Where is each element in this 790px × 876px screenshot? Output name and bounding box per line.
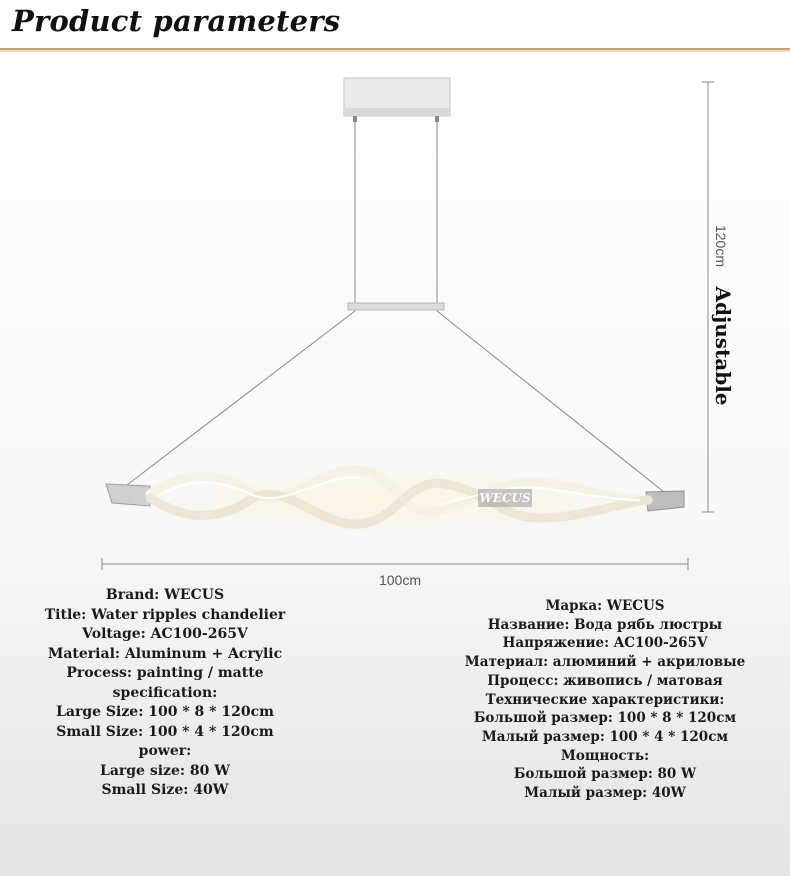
adjuster-bar: [348, 303, 444, 310]
height-label: 120cm: [713, 224, 729, 268]
spec-ru-material: Материал: алюминий + акриловые: [464, 654, 746, 671]
brand-mark: WECUS: [479, 491, 531, 505]
spec-specification-heading: specification:: [112, 684, 218, 701]
spec-title: Title: Water ripples chandelier: [44, 606, 286, 623]
spec-material: Material: Aluminum + Acrylic: [47, 645, 283, 662]
spec-large-size: Large Size: 100 * 8 * 120cm: [56, 704, 274, 720]
spec-ru-large-power: Большой размер: 80 W: [513, 766, 697, 783]
spec-ru-small-size: Малый размер: 100 * 4 * 120см: [481, 728, 729, 745]
spec-voltage: Voltage: AC100-265V: [82, 626, 248, 642]
spec-small-power: Small Size: 40W: [101, 782, 229, 798]
spec-brand: Brand: WECUS: [105, 587, 225, 603]
spec-power-heading: power:: [138, 743, 192, 759]
spec-ru-specification-heading: Технические характеристики:: [485, 691, 725, 708]
header-rule-shadow: [0, 50, 790, 52]
spec-ru-title: Название: Вода рябь люстры: [487, 616, 723, 633]
spec-ru-power-heading: Мощность:: [560, 747, 650, 764]
spec-process: Process: painting / matte: [66, 665, 264, 681]
ceiling-canopy: [344, 78, 450, 122]
specs-english: [10, 586, 320, 801]
spec-ru-process: Процесс: живопись / матовая: [487, 672, 723, 689]
spec-ru-brand: Марка: WECUS: [545, 598, 665, 614]
spec-ru-voltage: Напряжение: AC100-265V: [502, 635, 708, 652]
spec-small-size: Small Size: 100 * 4 * 120cm: [56, 723, 274, 740]
width-label: 100cm: [378, 572, 422, 588]
header: [0, 0, 790, 56]
spec-ru-small-power: Малый размер: 40W: [524, 785, 686, 802]
page-title: Product parameters: [12, 4, 341, 38]
spec-large-power: Large size: 80 W: [99, 762, 231, 779]
specs-russian: [440, 597, 770, 803]
spec-ru-large-size: Большой размер: 100 * 8 * 120см: [473, 710, 737, 727]
adjustable-label: Adjustable: [711, 286, 735, 406]
